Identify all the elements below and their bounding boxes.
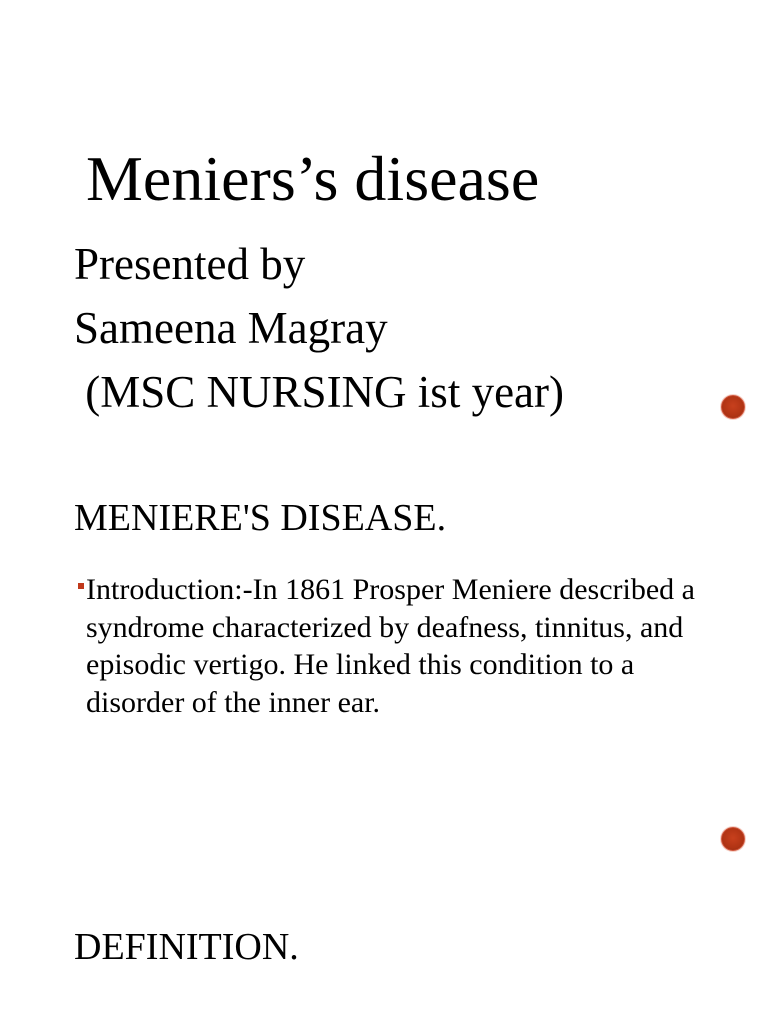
square-bullet-icon bbox=[78, 583, 84, 589]
accent-dot-icon bbox=[721, 827, 745, 851]
subtitle-line-presenter-name: Sameena Magray bbox=[74, 303, 388, 353]
slide-definition bbox=[0, 880, 768, 1024]
slide-heading: MENIERE'S DISEASE. bbox=[74, 497, 447, 539]
slide-title-heading: Meniers’s disease bbox=[86, 143, 540, 214]
slide-heading: DEFINITION. bbox=[74, 926, 299, 968]
bullet-list bbox=[78, 571, 718, 721]
slide-title bbox=[0, 0, 768, 450]
slide-subtitle bbox=[74, 232, 564, 424]
bullet-item bbox=[78, 571, 718, 721]
slide-introduction bbox=[0, 450, 768, 880]
bullet-text: Introduction:-In 1861 Prosper Meniere described a syndrome characterized by deafness, tinnitus, and episodic vertigo. He linked this condition to a disorder of the inner ear. bbox=[86, 573, 695, 719]
accent-dot-icon bbox=[721, 395, 745, 419]
subtitle-line-program: (MSC NURSING ist year) bbox=[74, 367, 564, 417]
subtitle-line-presented-by: Presented by bbox=[74, 239, 306, 289]
